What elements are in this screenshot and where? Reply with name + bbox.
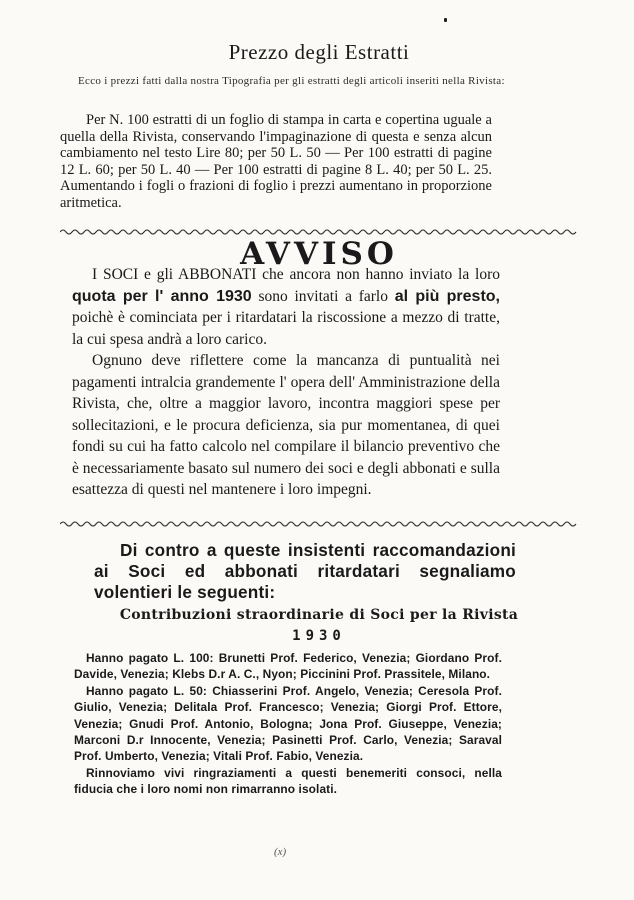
- avviso-p1-e: poichè è cominciata per i ritardatari la riscossione a mezzo di tratte, la cui spesa andrà a loro carico.: [72, 309, 500, 348]
- avviso-paragraph-1: [72, 264, 500, 350]
- donors-50: Hanno pagato L. 50: Chiasserini Prof. Angelo, Venezia; Ceresola Prof. Giulio, Venezia; Delitala Prof. Francesco; Venezia; Giorgi Prof. Ettore, Venezia; Gnudi Prof. Antonio, Bologna; Jona Prof. Giuseppe, Venezia; Marconi D.r Innocente, Venezia; Pasinetti Prof. Carlo, Venezia; Saraval Prof. Umberto, Venezia; Vitali Prof. Fabio, Venezia.: [74, 683, 502, 764]
- estratti-intro: Ecco i prezzi fatti dalla nostra Tipografia per gli estratti degli articoli inseriti nella Rivista:: [78, 75, 505, 87]
- avviso-title: AVVISO: [240, 236, 398, 272]
- contributi-heading: [94, 540, 516, 603]
- estratti-prices: [60, 112, 492, 212]
- page-number: (x): [274, 846, 287, 858]
- donors-list: [74, 650, 502, 798]
- avviso-p1-c: sono invitati a farlo: [258, 287, 388, 305]
- avviso-p1-a: I SOCI e gli ABBONATI che ancora non hanno inviato la loro: [92, 266, 500, 283]
- top-mark: [444, 18, 447, 22]
- avviso-body: [72, 264, 500, 501]
- estratti-prices-text: Per N. 100 estratti di un foglio di stampa in carta e copertina uguale a quella della Rivista, conservando l'impaginazione di questa e senza alcun cambiamento nel testo Lire 80; per 50 L. 50 — Per 100 estratti di pagine 12 L. 60; per 50 L. 40 — Per 100 estratti di pagine 8 L. 40; per 50 L. 25. Aumentando i fogli o frazioni di foglio i prezzi aumentano in proporzione aritmetica.: [60, 112, 492, 211]
- donors-100: Hanno pagato L. 100: Brunetti Prof. Federico, Venezia; Giordano Prof. Davide, Venezia; Klebs D.r A. C., Nyon; Piccinini Prof. Prassitele, Milano.: [74, 651, 502, 682]
- contributi-subtitle: Contribuzioni straordinarie di Soci per la Rivista: [119, 607, 519, 623]
- avviso-paragraph-2: Ognuno deve riflettere come la mancanza di puntualità nei pagamenti intralcia grandemente l' opera dell' Amministrazione della Rivista, che, oltre a maggior lavoro, incontra maggiori spese per sollecitazioni, e le procura deficienza, sia pur momentanea, di quei fondi su cui ha fatto calcolo nel compilare il bilancio preventivo che è necessariamente basato sul numero dei soci e degli abbonati e sulla esattezza di questi nel mantenere i loro impegni.: [72, 352, 500, 498]
- contributi-heading-text: Di contro a queste insistenti raccomandazioni ai Soci ed abbonati ritardatari segnaliamo volentieri le seguenti:: [94, 540, 516, 602]
- donors-thanks: Rinnoviamo vivi ringraziamenti a questi benemeriti consoci, nella fiducia che i loro nomi non rimarranno isolati.: [74, 765, 502, 797]
- avviso-quota: quota per l' anno 1930: [72, 287, 252, 305]
- contributi-year: 1930: [292, 628, 346, 644]
- avviso-al-piu-presto: al più presto,: [394, 287, 500, 305]
- estratti-title: Prezzo degli Estratti: [228, 40, 410, 64]
- wavy-divider-top: [60, 228, 578, 236]
- wavy-divider-bottom: [60, 520, 578, 528]
